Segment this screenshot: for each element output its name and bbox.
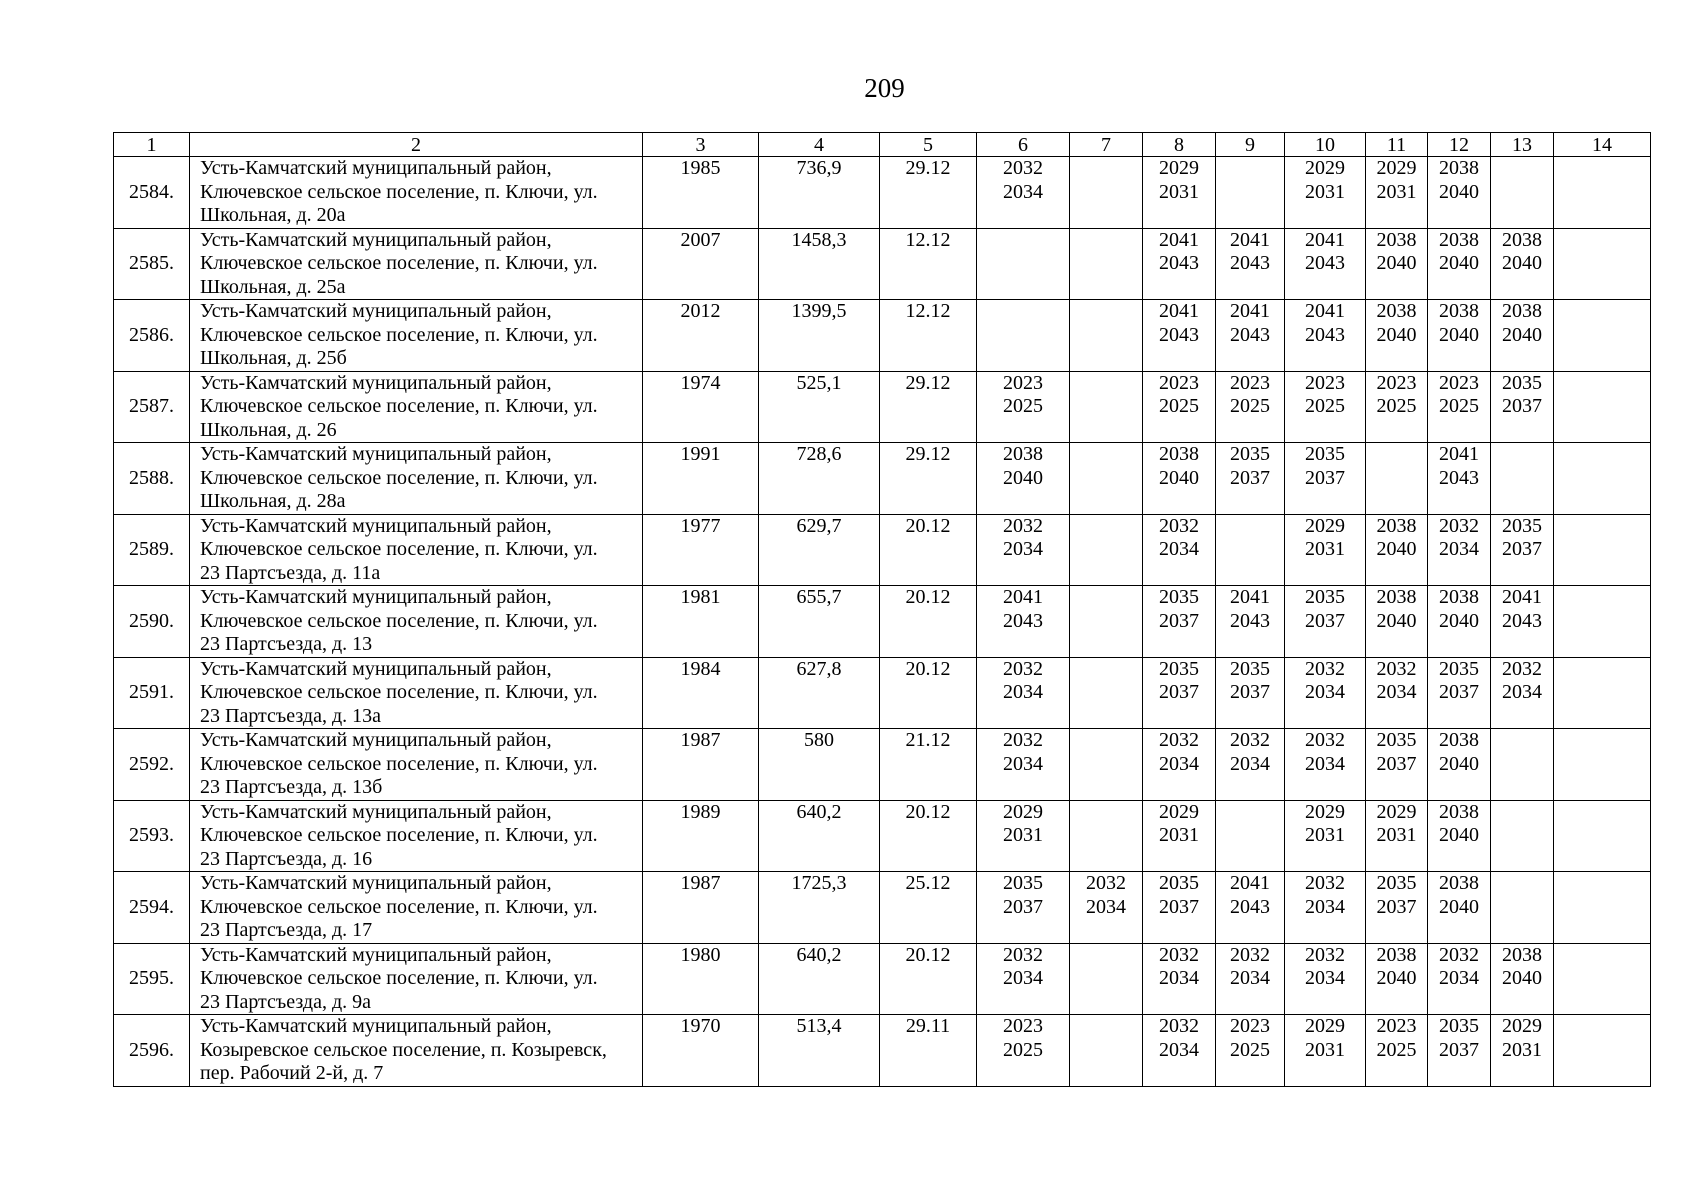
col-6-cell: 2032 2034 [977, 657, 1070, 729]
col-7-cell: 2032 2034 [1070, 872, 1143, 944]
col-9-cell [1216, 157, 1285, 229]
year-built-cell: 1989 [643, 800, 759, 872]
col-10-cell: 2035 2037 [1285, 586, 1366, 658]
address-line: Усть-Камчатский муниципальный район, [200, 943, 552, 966]
year-built-cell: 1987 [643, 872, 759, 944]
address-line: 23 Партсъезда, д. 13 [200, 633, 373, 655]
table-row [114, 443, 1651, 515]
col-10-cell: 2029 2031 [1285, 514, 1366, 586]
col-11-cell [1366, 443, 1428, 515]
address-line: Ключевское сельское поселение, п. Ключи, ул. [200, 252, 598, 274]
address-line: Усть-Камчатский муниципальный район, [200, 1015, 552, 1037]
address-cell [190, 800, 643, 872]
area-cell: 1725,3 [759, 872, 880, 944]
col-8-cell: 2029 2031 [1143, 157, 1216, 229]
row-number: 2592. [114, 729, 190, 801]
address-line: Усть-Камчатский муниципальный район, [200, 872, 552, 894]
area-cell: 640,2 [759, 943, 880, 1015]
address-line: 23 Партсъезда, д. 16 [200, 847, 373, 870]
col-10-cell: 2023 2025 [1285, 371, 1366, 443]
date-cell: 29.12 [880, 371, 977, 443]
col-11-cell: 2038 2040 [1366, 300, 1428, 372]
column-header-13: 13 [1491, 133, 1554, 157]
address-line: 23 Партсъезда, д. 17 [200, 919, 373, 941]
col-9-cell [1216, 800, 1285, 872]
col-13-cell: 2032 2034 [1491, 657, 1554, 729]
col-13-cell [1491, 157, 1554, 229]
col-13-cell: 2038 2040 [1491, 228, 1554, 300]
col-9-cell [1216, 514, 1285, 586]
column-header-3: 3 [643, 133, 759, 157]
address-line: Ключевское сельское поселение, п. Ключи, ул. [200, 895, 598, 918]
col-9-cell: 2023 2025 [1216, 1015, 1285, 1087]
col-14-cell [1554, 872, 1651, 944]
column-header-5: 5 [880, 133, 977, 157]
date-cell: 29.11 [880, 1015, 977, 1087]
address-line: 23 Партсъезда, д. 13а [200, 704, 382, 727]
col-8-cell: 2038 2040 [1143, 443, 1216, 515]
column-header-2: 2 [190, 133, 643, 157]
col-11-cell: 2038 2040 [1366, 943, 1428, 1015]
col-12-cell: 2032 2034 [1428, 943, 1491, 1015]
col-7-cell [1070, 371, 1143, 443]
year-built-cell: 1991 [643, 443, 759, 515]
col-9-cell: 2035 2037 [1216, 657, 1285, 729]
col-13-cell: 2038 2040 [1491, 943, 1554, 1015]
address-line: Усть-Камчатский муниципальный район, [200, 443, 552, 465]
address-cell [190, 1015, 643, 1087]
area-cell: 627,8 [759, 657, 880, 729]
col-7-cell [1070, 228, 1143, 300]
col-10-cell: 2032 2034 [1285, 657, 1366, 729]
col-12-cell: 2032 2034 [1428, 514, 1491, 586]
row-number: 2588. [114, 443, 190, 515]
year-built-cell: 1980 [643, 943, 759, 1015]
page-number: 209 [864, 73, 905, 103]
address-line: Усть-Камчатский муниципальный район, [200, 657, 552, 680]
address-line: Усть-Камчатский муниципальный район, [200, 800, 552, 823]
col-8-cell: 2032 2034 [1143, 514, 1216, 586]
col-13-cell: 2038 2040 [1491, 300, 1554, 372]
col-9-cell: 2041 2043 [1216, 300, 1285, 372]
col-13-cell [1491, 872, 1554, 944]
col-6-cell: 2023 2025 [977, 371, 1070, 443]
row-number: 2589. [114, 514, 190, 586]
column-header-6: 6 [977, 133, 1070, 157]
table-row [114, 371, 1651, 443]
register-table [113, 132, 1651, 1087]
col-7-cell [1070, 729, 1143, 801]
address-line: 23 Партсъезда, д. 9а [200, 990, 372, 1013]
year-built-cell: 1970 [643, 1015, 759, 1087]
col-14-cell [1554, 1015, 1651, 1087]
row-number: 2587. [114, 371, 190, 443]
year-built-cell: 1981 [643, 586, 759, 658]
address-cell [190, 872, 643, 944]
col-14-cell [1554, 943, 1651, 1015]
col-11-cell: 2029 2031 [1366, 800, 1428, 872]
col-8-cell: 2032 2034 [1143, 1015, 1216, 1087]
col-7-cell [1070, 943, 1143, 1015]
table-row [114, 800, 1651, 872]
col-6-cell [977, 228, 1070, 300]
col-12-cell: 2023 2025 [1428, 371, 1491, 443]
date-cell: 25.12 [880, 872, 977, 944]
col-14-cell [1554, 657, 1651, 729]
col-6-cell: 2035 2037 [977, 872, 1070, 944]
column-header-4: 4 [759, 133, 880, 157]
address-cell [190, 157, 643, 229]
address-line: Ключевское сельское поселение, п. Ключи, ул. [200, 323, 598, 346]
col-8-cell: 2023 2025 [1143, 371, 1216, 443]
address-line: Усть-Камчатский муниципальный район, [200, 157, 552, 179]
column-header-7: 7 [1070, 133, 1143, 157]
column-header-10: 10 [1285, 133, 1366, 157]
row-number: 2596. [114, 1015, 190, 1087]
col-6-cell: 2038 2040 [977, 443, 1070, 515]
address-line: Ключевское сельское поселение, п. Ключи, ул. [200, 395, 598, 417]
table-row [114, 943, 1651, 1015]
col-10-cell: 2032 2034 [1285, 729, 1366, 801]
area-cell: 1399,5 [759, 300, 880, 372]
col-13-cell [1491, 800, 1554, 872]
address-cell [190, 443, 643, 515]
col-12-cell: 2035 2037 [1428, 657, 1491, 729]
col-8-cell: 2035 2037 [1143, 586, 1216, 658]
year-built-cell: 1985 [643, 157, 759, 229]
row-number: 2586. [114, 300, 190, 372]
col-11-cell: 2038 2040 [1366, 228, 1428, 300]
col-12-cell: 2038 2040 [1428, 228, 1491, 300]
address-cell [190, 729, 643, 801]
col-7-cell [1070, 800, 1143, 872]
address-line: Школьная, д. 25б [200, 347, 347, 369]
col-14-cell [1554, 729, 1651, 801]
col-10-cell: 2029 2031 [1285, 800, 1366, 872]
col-6-cell: 2023 2025 [977, 1015, 1070, 1087]
col-6-cell: 2032 2034 [977, 729, 1070, 801]
col-10-cell: 2041 2043 [1285, 300, 1366, 372]
column-header-14: 14 [1554, 133, 1651, 157]
address-line: Школьная, д. 26 [200, 418, 337, 441]
col-11-cell: 2029 2031 [1366, 157, 1428, 229]
area-cell: 1458,3 [759, 228, 880, 300]
date-cell: 12.12 [880, 300, 977, 372]
area-cell: 513,4 [759, 1015, 880, 1087]
col-6-cell: 2032 2034 [977, 514, 1070, 586]
col-10-cell: 2032 2034 [1285, 943, 1366, 1015]
col-12-cell: 2038 2040 [1428, 800, 1491, 872]
area-cell: 640,2 [759, 800, 880, 872]
col-13-cell [1491, 729, 1554, 801]
address-line: Усть-Камчатский муниципальный район, [200, 514, 552, 537]
col-7-cell [1070, 300, 1143, 372]
address-line: Ключевское сельское поселение, п. Ключи, ул. [200, 180, 598, 203]
column-header-row [114, 133, 1651, 157]
area-cell: 580 [759, 729, 880, 801]
col-6-cell: 2032 2034 [977, 157, 1070, 229]
col-8-cell: 2041 2043 [1143, 228, 1216, 300]
address-line: пер. Рабочий 2-й, д. 7 [200, 1062, 384, 1084]
row-number: 2594. [114, 872, 190, 944]
address-line: Усть-Камчатский муниципальный район, [200, 300, 552, 322]
row-number: 2590. [114, 586, 190, 658]
table-row [114, 300, 1651, 372]
col-9-cell: 2041 2043 [1216, 586, 1285, 658]
address-line: 23 Партсъезда, д. 11а [200, 561, 381, 584]
col-6-cell: 2032 2034 [977, 943, 1070, 1015]
col-7-cell [1070, 157, 1143, 229]
col-9-cell: 2041 2043 [1216, 228, 1285, 300]
address-line: Школьная, д. 25а [200, 275, 346, 298]
col-13-cell: 2029 2031 [1491, 1015, 1554, 1087]
col-8-cell: 2035 2037 [1143, 657, 1216, 729]
address-cell [190, 371, 643, 443]
year-built-cell: 1974 [643, 371, 759, 443]
address-line: Усть-Камчатский муниципальный район, [200, 371, 552, 394]
column-header-11: 11 [1366, 133, 1428, 157]
col-11-cell: 2023 2025 [1366, 371, 1428, 443]
address-line: Ключевское сельское поселение, п. Ключи, ул. [200, 609, 598, 632]
col-14-cell [1554, 800, 1651, 872]
col-11-cell: 2035 2037 [1366, 872, 1428, 944]
col-8-cell: 2035 2037 [1143, 872, 1216, 944]
table-row [114, 228, 1651, 300]
col-8-cell: 2032 2034 [1143, 729, 1216, 801]
col-7-cell [1070, 1015, 1143, 1087]
table-row [114, 729, 1651, 801]
col-12-cell: 2038 2040 [1428, 586, 1491, 658]
col-6-cell: 2029 2031 [977, 800, 1070, 872]
col-10-cell: 2032 2034 [1285, 872, 1366, 944]
year-built-cell: 2012 [643, 300, 759, 372]
col-9-cell: 2023 2025 [1216, 371, 1285, 443]
date-cell: 12.12 [880, 228, 977, 300]
column-header-9: 9 [1216, 133, 1285, 157]
address-cell [190, 514, 643, 586]
address-line: Ключевское сельское поселение, п. Ключи, ул. [200, 681, 598, 703]
area-cell: 525,1 [759, 371, 880, 443]
col-7-cell [1070, 657, 1143, 729]
col-13-cell: 2041 2043 [1491, 586, 1554, 658]
year-built-cell: 1984 [643, 657, 759, 729]
row-number: 2585. [114, 228, 190, 300]
area-cell: 728,6 [759, 443, 880, 515]
table-row [114, 157, 1651, 229]
address-line: Школьная, д. 20а [200, 204, 346, 226]
col-7-cell [1070, 586, 1143, 658]
col-8-cell: 2029 2031 [1143, 800, 1216, 872]
col-10-cell: 2035 2037 [1285, 443, 1366, 515]
col-10-cell: 2029 2031 [1285, 1015, 1366, 1087]
date-cell: 20.12 [880, 943, 977, 1015]
address-line: Козыревское сельское поселение, п. Козыревск, [200, 1038, 607, 1061]
date-cell: 29.12 [880, 443, 977, 515]
date-cell: 20.12 [880, 657, 977, 729]
table-row [114, 1015, 1651, 1087]
column-header-8: 8 [1143, 133, 1216, 157]
col-10-cell: 2029 2031 [1285, 157, 1366, 229]
col-14-cell [1554, 157, 1651, 229]
col-11-cell: 2032 2034 [1366, 657, 1428, 729]
table-row [114, 586, 1651, 658]
year-built-cell: 2007 [643, 228, 759, 300]
area-cell: 655,7 [759, 586, 880, 658]
address-line: Ключевское сельское поселение, п. Ключи, ул. [200, 466, 598, 489]
col-7-cell [1070, 514, 1143, 586]
col-14-cell [1554, 300, 1651, 372]
col-14-cell [1554, 514, 1651, 586]
address-line: 23 Партсъезда, д. 13б [200, 776, 383, 798]
date-cell: 21.12 [880, 729, 977, 801]
date-cell: 20.12 [880, 800, 977, 872]
area-cell: 629,7 [759, 514, 880, 586]
col-9-cell: 2032 2034 [1216, 943, 1285, 1015]
table-row [114, 514, 1651, 586]
col-12-cell: 2035 2037 [1428, 1015, 1491, 1087]
col-12-cell: 2041 2043 [1428, 443, 1491, 515]
col-13-cell: 2035 2037 [1491, 514, 1554, 586]
col-11-cell: 2023 2025 [1366, 1015, 1428, 1087]
year-built-cell: 1977 [643, 514, 759, 586]
year-built-cell: 1987 [643, 729, 759, 801]
address-cell [190, 228, 643, 300]
address-line: Усть-Камчатский муниципальный район, [200, 586, 552, 608]
col-6-cell [977, 300, 1070, 372]
row-number: 2591. [114, 657, 190, 729]
address-line: Усть-Камчатский муниципальный район, [200, 228, 552, 251]
address-line: Ключевское сельское поселение, п. Ключи, ул. [200, 538, 598, 560]
col-13-cell [1491, 443, 1554, 515]
address-line: Ключевское сельское поселение, п. Ключи, ул. [200, 824, 598, 846]
address-cell [190, 943, 643, 1015]
col-14-cell [1554, 371, 1651, 443]
col-6-cell: 2041 2043 [977, 586, 1070, 658]
col-14-cell [1554, 586, 1651, 658]
address-line: Усть-Камчатский муниципальный район, [200, 729, 552, 751]
col-11-cell: 2038 2040 [1366, 586, 1428, 658]
table-row [114, 657, 1651, 729]
col-9-cell: 2035 2037 [1216, 443, 1285, 515]
col-12-cell: 2038 2040 [1428, 300, 1491, 372]
table-row [114, 872, 1651, 944]
row-number: 2584. [114, 157, 190, 229]
address-line: Ключевское сельское поселение, п. Ключи, ул. [200, 967, 598, 989]
col-11-cell: 2038 2040 [1366, 514, 1428, 586]
address-cell [190, 300, 643, 372]
col-12-cell: 2038 2040 [1428, 872, 1491, 944]
col-14-cell [1554, 228, 1651, 300]
row-number: 2595. [114, 943, 190, 1015]
address-line: Школьная, д. 28а [200, 490, 346, 512]
date-cell: 29.12 [880, 157, 977, 229]
col-8-cell: 2041 2043 [1143, 300, 1216, 372]
date-cell: 20.12 [880, 514, 977, 586]
column-header-12: 12 [1428, 133, 1491, 157]
col-8-cell: 2032 2034 [1143, 943, 1216, 1015]
row-number: 2593. [114, 800, 190, 872]
column-header-1: 1 [114, 133, 190, 157]
col-13-cell: 2035 2037 [1491, 371, 1554, 443]
col-10-cell: 2041 2043 [1285, 228, 1366, 300]
col-14-cell [1554, 443, 1651, 515]
address-cell [190, 586, 643, 658]
date-cell: 20.12 [880, 586, 977, 658]
col-9-cell: 2032 2034 [1216, 729, 1285, 801]
col-12-cell: 2038 2040 [1428, 157, 1491, 229]
address-line: Ключевское сельское поселение, п. Ключи, ул. [200, 752, 598, 775]
col-11-cell: 2035 2037 [1366, 729, 1428, 801]
area-cell: 736,9 [759, 157, 880, 229]
col-9-cell: 2041 2043 [1216, 872, 1285, 944]
col-7-cell [1070, 443, 1143, 515]
address-cell [190, 657, 643, 729]
col-12-cell: 2038 2040 [1428, 729, 1491, 801]
